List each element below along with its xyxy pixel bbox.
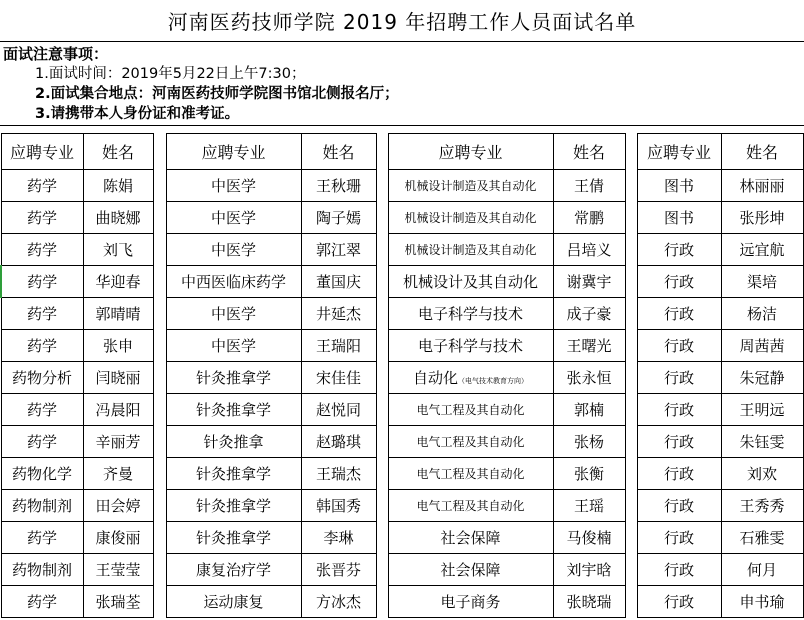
major-text: 电气工程及其自动化 <box>416 467 525 481</box>
cell-major <box>388 170 553 202</box>
cell-name: 田会婷 <box>83 490 153 522</box>
table-row <box>1 458 803 490</box>
cell-name: 渠培 <box>721 266 803 298</box>
major-text: 图书 <box>663 209 694 227</box>
cell-major <box>166 362 301 394</box>
cell-name: 王秋珊 <box>301 170 376 202</box>
cell-name: 赵璐琪 <box>301 426 376 458</box>
cell-name: 石雅雯 <box>721 522 803 554</box>
table-row <box>1 170 803 202</box>
cell-name: 齐曼 <box>83 458 153 490</box>
cell-major <box>166 234 301 266</box>
table-row <box>1 490 803 522</box>
header-major: 应聘专业 <box>637 134 721 170</box>
cell-name: 闫晓丽 <box>83 362 153 394</box>
major-text: 针灸推拿学 <box>195 401 271 419</box>
cell-major <box>1 490 83 522</box>
major-text: 行政 <box>663 401 694 419</box>
cell-name: 申书瑜 <box>721 586 803 618</box>
major-text: 行政 <box>663 369 694 387</box>
cell-major <box>1 202 83 234</box>
major-text: 药物化学 <box>11 465 72 483</box>
major-text: 行政 <box>663 593 694 611</box>
cell-major <box>1 170 83 202</box>
cell-major <box>1 394 83 426</box>
table-row <box>1 586 803 618</box>
table-row <box>1 522 803 554</box>
major-text: 药学 <box>26 177 57 195</box>
cell-name: 王秀秀 <box>721 490 803 522</box>
major-text: 机械设计制造及其自动化 <box>404 211 537 225</box>
cell-name: 朱钰雯 <box>721 426 803 458</box>
table-row <box>1 234 803 266</box>
table-header-row <box>1 134 803 170</box>
table-row <box>1 202 803 234</box>
cell-name: 朱冠静 <box>721 362 803 394</box>
page-title <box>0 0 804 42</box>
cell-major <box>1 298 83 330</box>
cell-name: 曲晓娜 <box>83 202 153 234</box>
cell-name: 吕培义 <box>553 234 625 266</box>
major-text: 行政 <box>663 273 694 291</box>
cell-major <box>388 522 553 554</box>
major-text: 中医学 <box>210 209 256 227</box>
cell-major <box>637 202 721 234</box>
candidate-table <box>0 133 804 618</box>
major-text: 药学 <box>26 433 57 451</box>
page-title-text: 河南医药技师学院 2019 年招聘工作人员面试名单 <box>167 10 637 34</box>
major-text: 机械设计制造及其自动化 <box>404 243 537 257</box>
major-text: 电子商务 <box>440 593 501 611</box>
cell-major <box>166 202 301 234</box>
major-text: 行政 <box>663 561 694 579</box>
header-major: 应聘专业 <box>388 134 553 170</box>
cell-major <box>388 330 553 362</box>
cell-major <box>637 394 721 426</box>
table-row <box>1 298 803 330</box>
cell-major <box>637 266 721 298</box>
cell-major <box>1 522 83 554</box>
cell-name: 王曙光 <box>553 330 625 362</box>
cell-name: 谢冀宇 <box>553 266 625 298</box>
cell-name: 李琳 <box>301 522 376 554</box>
cell-name: 康俊丽 <box>83 522 153 554</box>
major-text: 行政 <box>663 433 694 451</box>
major-text: 行政 <box>663 529 694 547</box>
cell-major <box>166 458 301 490</box>
header-name: 姓名 <box>721 134 803 170</box>
cell-major <box>1 586 83 618</box>
table-row <box>1 330 803 362</box>
cell-major <box>1 554 83 586</box>
major-text: 针灸推拿学 <box>195 369 271 387</box>
cell-major <box>388 362 553 394</box>
cell-major <box>1 234 83 266</box>
major-text: 中医学 <box>210 177 256 195</box>
major-text: 药学 <box>26 209 57 227</box>
cell-major <box>166 394 301 426</box>
cell-major <box>637 554 721 586</box>
cell-name: 陈娟 <box>83 170 153 202</box>
cell-major <box>166 522 301 554</box>
major-text: 药物制剂 <box>11 497 72 515</box>
cell-name: 张晓瑞 <box>553 586 625 618</box>
cell-major <box>166 586 301 618</box>
major-text: 机械设计制造及其自动化 <box>404 179 537 193</box>
cell-name: 王瑞阳 <box>301 330 376 362</box>
cell-major <box>388 266 553 298</box>
cell-name: 郭江翠 <box>301 234 376 266</box>
major-text: 社会保障 <box>440 529 501 547</box>
header-name: 姓名 <box>301 134 376 170</box>
cell-name: 张晋芬 <box>301 554 376 586</box>
cell-major <box>1 362 83 394</box>
cell-name: 王瑞杰 <box>301 458 376 490</box>
cell-name: 何月 <box>721 554 803 586</box>
cell-name: 刘宇晗 <box>553 554 625 586</box>
cell-major <box>388 458 553 490</box>
major-text: 中医学 <box>210 337 256 355</box>
cell-major <box>637 586 721 618</box>
cell-name: 张彤坤 <box>721 202 803 234</box>
major-text: 药学 <box>26 305 57 323</box>
cell-major <box>1 330 83 362</box>
cell-name: 张瑞荃 <box>83 586 153 618</box>
cell-major <box>637 458 721 490</box>
cell-major <box>1 426 83 458</box>
cell-major <box>388 586 553 618</box>
header-major: 应聘专业 <box>1 134 83 170</box>
major-text: 中西医临床药学 <box>180 273 286 291</box>
cell-name: 张永恒 <box>553 362 625 394</box>
major-text: 行政 <box>663 497 694 515</box>
cell-major <box>388 394 553 426</box>
notes-section <box>3 44 803 124</box>
cell-name: 王倩 <box>553 170 625 202</box>
cell-name: 郭楠 <box>553 394 625 426</box>
cell-name: 成子豪 <box>553 298 625 330</box>
cell-major <box>637 490 721 522</box>
major-text: 机械设计及其自动化 <box>402 273 538 291</box>
cell-major <box>166 330 301 362</box>
major-subtext: （电气技术教育方向） <box>458 377 528 385</box>
major-text: 电气工程及其自动化 <box>416 435 525 449</box>
major-text: 药物制剂 <box>11 561 72 579</box>
cell-name: 马俊楠 <box>553 522 625 554</box>
cell-name: 周茜茜 <box>721 330 803 362</box>
cell-name: 林丽丽 <box>721 170 803 202</box>
table-row <box>1 266 803 298</box>
cell-name: 王明远 <box>721 394 803 426</box>
major-text: 针灸推拿学 <box>195 497 271 515</box>
major-text: 电气工程及其自动化 <box>416 499 525 513</box>
major-text: 行政 <box>663 305 694 323</box>
major-text: 针灸推拿学 <box>195 465 271 483</box>
major-text: 中医学 <box>210 241 256 259</box>
major-text: 药学 <box>26 241 57 259</box>
note-bring-documents: 3.请携带本人身份证和准考证。 <box>35 106 240 122</box>
cell-name: 辛丽芳 <box>83 426 153 458</box>
header-major: 应聘专业 <box>166 134 301 170</box>
cell-major <box>637 170 721 202</box>
cell-major <box>166 426 301 458</box>
table-row <box>1 426 803 458</box>
cell-major <box>388 426 553 458</box>
cell-major <box>166 490 301 522</box>
cell-name: 董国庆 <box>301 266 376 298</box>
cell-name: 陶子嫣 <box>301 202 376 234</box>
cell-major <box>1 458 83 490</box>
cell-name: 华迎春 <box>83 266 153 298</box>
cell-name: 常鹏 <box>553 202 625 234</box>
major-text: 行政 <box>663 241 694 259</box>
cell-name: 冯晨阳 <box>83 394 153 426</box>
major-text: 药学 <box>26 401 57 419</box>
cell-name: 刘飞 <box>83 234 153 266</box>
cell-name: 杨洁 <box>721 298 803 330</box>
major-text: 自动化 <box>412 369 458 387</box>
section-divider <box>0 125 804 126</box>
cell-major <box>637 234 721 266</box>
cell-name: 方冰杰 <box>301 586 376 618</box>
cell-major <box>388 490 553 522</box>
cell-name: 张杨 <box>553 426 625 458</box>
cell-major <box>166 170 301 202</box>
cell-major <box>388 298 553 330</box>
cell-major <box>637 298 721 330</box>
cell-major <box>388 234 553 266</box>
major-text: 运动康复 <box>203 593 264 611</box>
cell-name: 远宜航 <box>721 234 803 266</box>
cell-major <box>388 554 553 586</box>
note-meeting-place: 2.面试集合地点：河南医药技师学院图书馆北侧报名厅； <box>35 86 399 102</box>
cell-major <box>166 554 301 586</box>
table-row <box>1 394 803 426</box>
table-row <box>1 554 803 586</box>
header-name: 姓名 <box>83 134 153 170</box>
cell-name: 王莹莹 <box>83 554 153 586</box>
major-text: 行政 <box>663 465 694 483</box>
major-text: 药学 <box>26 593 57 611</box>
cell-major <box>637 522 721 554</box>
cell-name: 井延杰 <box>301 298 376 330</box>
cell-major <box>637 330 721 362</box>
table-row <box>1 362 803 394</box>
major-text: 针灸推拿 <box>203 433 264 451</box>
table-body <box>1 170 803 618</box>
major-text: 中医学 <box>210 305 256 323</box>
cell-name: 刘欢 <box>721 458 803 490</box>
cell-name: 宋佳佳 <box>301 362 376 394</box>
major-text: 药学 <box>26 529 57 547</box>
cell-major <box>388 202 553 234</box>
major-text: 图书 <box>663 177 694 195</box>
cell-name: 张申 <box>83 330 153 362</box>
major-text: 行政 <box>663 337 694 355</box>
major-text: 药学 <box>27 273 58 291</box>
major-text: 药学 <box>26 337 57 355</box>
cell-name: 张衡 <box>553 458 625 490</box>
cell-major <box>637 426 721 458</box>
major-text: 电气工程及其自动化 <box>416 403 525 417</box>
major-text: 康复治疗学 <box>195 561 271 579</box>
major-text: 药物分析 <box>11 369 72 387</box>
major-text: 电子科学与技术 <box>417 305 523 323</box>
cell-name: 韩国秀 <box>301 490 376 522</box>
cell-major <box>166 266 301 298</box>
header-name: 姓名 <box>553 134 625 170</box>
cell-name: 郭晴晴 <box>83 298 153 330</box>
major-text: 针灸推拿学 <box>195 529 271 547</box>
note-interview-time: 1.面试时间：2019年5月22日上午7:30； <box>35 66 306 82</box>
cell-major <box>166 298 301 330</box>
cell-major <box>637 362 721 394</box>
cell-name: 赵悦同 <box>301 394 376 426</box>
cell-name: 王瑶 <box>553 490 625 522</box>
cell-major <box>1 266 83 298</box>
major-text: 电子科学与技术 <box>417 337 523 355</box>
notes-heading: 面试注意事项： <box>3 45 109 63</box>
major-text: 社会保障 <box>440 561 501 579</box>
